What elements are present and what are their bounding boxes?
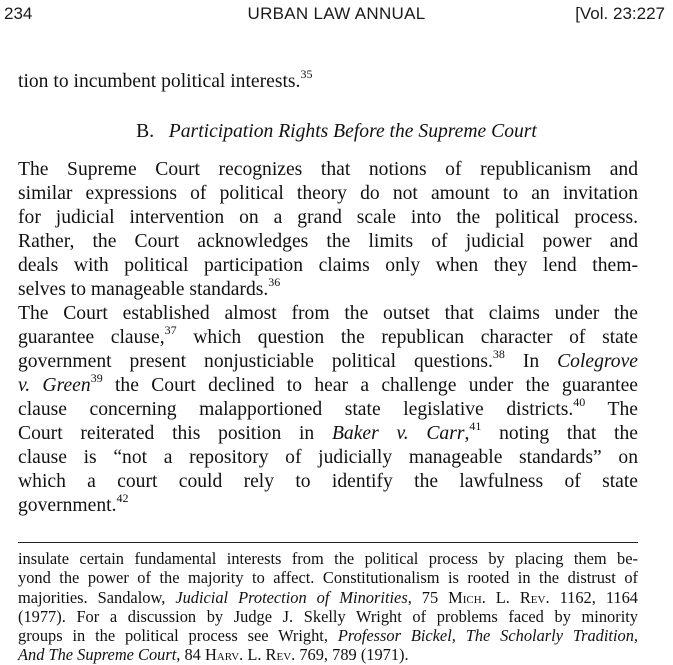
text-segment: In — [504, 351, 558, 372]
continued-paragraph — [18, 67, 638, 94]
section-title: Participation Rights Before the Supreme Court — [168, 121, 537, 142]
text-segment: guarantee clause, — [18, 327, 165, 348]
footnote-block — [18, 549, 638, 665]
article-title: Judicial Protection of Minorities — [175, 587, 408, 607]
text-segment: the Court declined to hear a challenge under the guarantee — [102, 375, 638, 396]
footnote-segment: , 75 — [407, 587, 449, 607]
article-title: And The Supreme Court — [18, 645, 177, 665]
footnote-ref: 36 — [268, 275, 281, 290]
text-segment: government present nonjusticiable political questions. — [18, 351, 493, 372]
footnote-ref: 37 — [164, 323, 177, 338]
footnote-ref: 42 — [116, 491, 129, 506]
footnote-segment: , 84 — [176, 645, 205, 665]
footnote-segment: 1162, 1164 — [549, 587, 639, 607]
footnote-segment: groups in the political process see Wright, — [18, 626, 338, 646]
text-line: Rather, the Court acknowledges the limits of judicial power and — [18, 231, 638, 252]
case-name: Colegrove — [557, 351, 638, 372]
text-line: tion to incumbent political interests. — [18, 71, 301, 92]
text-line: selves to manageable standards. — [18, 279, 269, 300]
text-segment: clause concerning malapportioned state legislative districts. — [18, 399, 574, 420]
text-line: deals with political participation claims only when they lend them- — [18, 255, 638, 276]
text-line: clause is “not a repository of judicially manageable standards” on — [18, 447, 638, 468]
text-segment: noting that the — [481, 423, 638, 444]
journal-abbrev: Harv. L. Rev. — [204, 645, 296, 665]
footnote-ref: 40 — [573, 395, 586, 410]
journal-title: URBAN LAW ANNUAL — [247, 4, 426, 23]
section-letter: B. — [136, 121, 155, 142]
text-segment: which question the republican character of state — [176, 327, 638, 348]
volume-citation: [Vol. 23:227 — [575, 4, 665, 23]
footnote-line: yond the power of the majority to affect. Constitutionalism is rooted in the distrust of — [18, 568, 638, 588]
text-segment: The — [585, 399, 638, 420]
text-line: which a court could rely to identify the lawfulness of state — [18, 471, 638, 492]
footnote-segment: 769, 789 (1971). — [295, 645, 409, 665]
footnote-line: insulate certain fundamental interests from the political process by placing them be- — [18, 549, 638, 568]
text-line: government. — [18, 495, 117, 516]
article-title: Professor Bickel, The Scholarly Tradition, — [337, 626, 638, 646]
paragraph-2 — [18, 302, 638, 518]
case-name: v. Green — [18, 375, 91, 396]
footnote-line: (1977). For a discussion by Judge J. Skelly Wright of problems faced by minority — [18, 606, 638, 626]
footnote-ref: 41 — [469, 419, 482, 434]
text-segment: Court reiterated this position in — [18, 423, 332, 444]
section-heading — [0, 120, 673, 144]
case-name: Baker v. Carr — [331, 423, 465, 444]
footnote-segment: majorities. Sandalow, — [18, 587, 176, 607]
footnote-divider — [18, 542, 638, 543]
paragraph-1 — [18, 158, 638, 302]
text-line: similar expressions of political theory do not amount to an invitation — [18, 183, 638, 204]
journal-abbrev: Mich. L. Rev. — [448, 587, 550, 607]
page-number: 234 — [4, 4, 33, 23]
footnote-ref: 35 — [300, 67, 313, 82]
footnote-ref: 38 — [492, 347, 505, 362]
text-line: The Court established almost from the outset that claims under the — [18, 303, 638, 324]
text-line: for judicial intervention on a grand scale into the political process. — [18, 207, 638, 228]
running-header — [0, 2, 673, 28]
text-segment: , — [464, 423, 470, 444]
footnote-ref: 39 — [90, 371, 103, 386]
text-line: The Supreme Court recognizes that notions of republicanism and — [18, 159, 638, 180]
